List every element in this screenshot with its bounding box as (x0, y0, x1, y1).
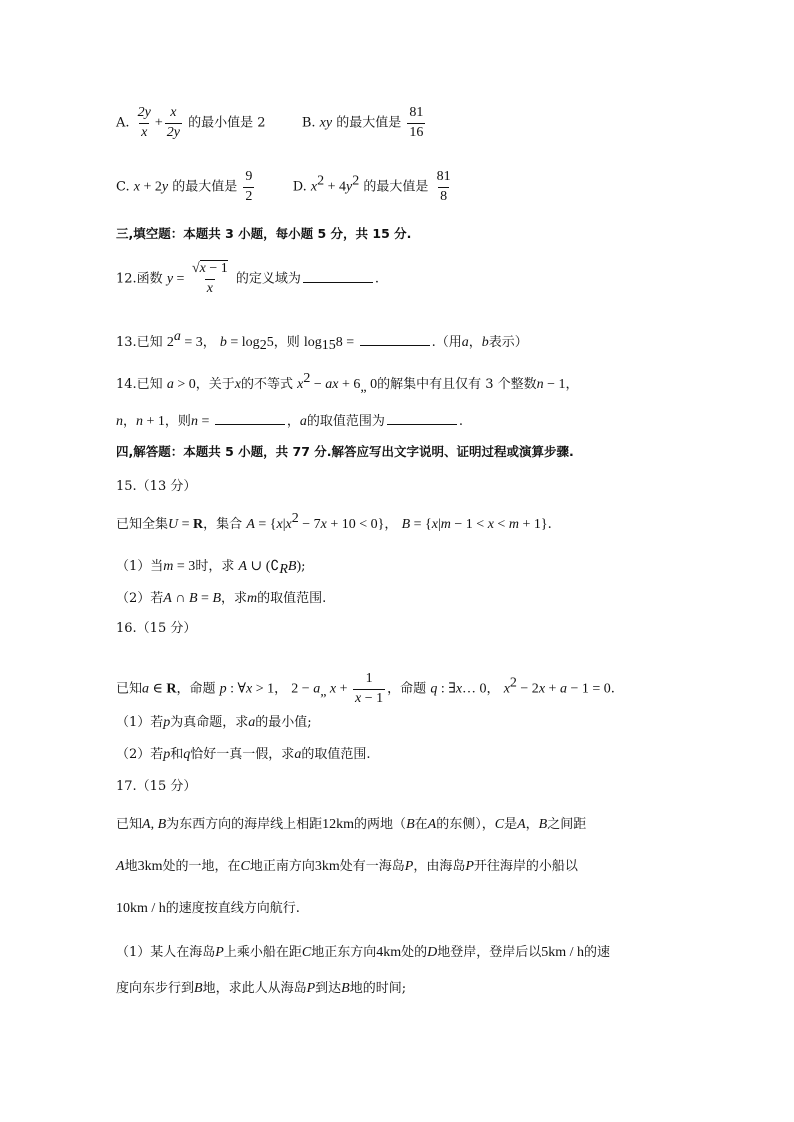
question-15-part-1: （1）当m = 3时，求 A ∪ $(∁_RB)$; (116, 559, 306, 577)
question-12: 12.函数 y = $\frac{√x - 1}{x}$ 的定义域为 . (116, 261, 380, 296)
answer-blank-14a[interactable] (215, 412, 285, 425)
answer-blank-12[interactable] (303, 270, 373, 283)
question-13: 13.已知 $2^a = 3$， $b = \log_25$，则 $\log_{15}8$ = .（用a，b表示） (116, 329, 528, 353)
question-17-part-1: （1）某人在海岛P上乘小船在距C地正东方向4km处的D地登岸，登岸后以5km / h的速 (116, 945, 611, 960)
section-4-heading: 四,解答题：本题共 5 小题，共 77 分.解答应写出文字说明、证明过程或演算步骤. (116, 444, 574, 459)
option-d-text: 的最大值是 (363, 179, 429, 195)
option-a-text: 的最小值是 2 (188, 115, 266, 131)
question-16-part-1: （1）若p为真命题，求a的最小值; (116, 715, 312, 730)
option-a-label: A. (116, 115, 130, 131)
question-17-line-3: 10km / h的速度按直线方向航行. (116, 901, 300, 916)
option-b-label: B. (301, 115, 316, 131)
question-17-line-2: A地3km处的一地，在C地正南方向3km处有一海岛P，由海岛P开往海岸的小船以 (116, 859, 578, 874)
option-d-label: D. (292, 179, 307, 195)
option-cd-row: C. x + 2y 的最大值是 $\frac{9}{2}$ D. $x^2 + 4y^2$ 的最大值是 $\frac{81}{8}$ (116, 169, 451, 204)
question-15-title: 15.（13 分） (116, 479, 197, 494)
question-16-statement: 已知a ∈ R，命题 p : ∀x > 1， $2 - a_„$ x + $\frac{1}{x - 1}$ ，命题 q : ∃x… 0， $x^2 - 2x + a - 1 = 0$. (116, 671, 615, 706)
option-b-text: 的最大值是 (336, 115, 402, 131)
option-c-text: 的最大值是 (172, 179, 238, 195)
question-15-part-2: （2）若A ∩ B = B，求m的取值范围. (116, 591, 327, 606)
question-17-title: 17.（15 分） (116, 779, 197, 794)
section-3-heading: 三,填空题：本题共 3 小题，每小题 5 分，共 15 分. (116, 226, 412, 241)
question-16-part-2: （2）若p和q恰好一真一假，求a的取值范围. (116, 747, 371, 762)
question-17-part-1-cont: 度向东步行到B地，求此人从海岛P到达B地的时间; (116, 981, 407, 996)
option-c-label: C. (116, 179, 130, 195)
question-14: 14.已知 a > 0，关于x的不等式 $x^2$ − ax + $6_„$ 0的解集中有且仅有 3 个整数n − 1， (116, 371, 579, 395)
question-14-line-2: n，n + 1，则n = ，a的取值范围为 . (116, 414, 464, 429)
answer-blank-13[interactable] (360, 333, 430, 346)
question-16-title: 16.（15 分） (116, 621, 197, 636)
option-ab-row: A. $\frac{2y}{x}$ + $\frac{x}{2y}$ 的最小值是 2 B. xy 的最大值是 $\frac{81}{16}$ (116, 105, 424, 140)
question-15-statement: 已知全集U = R，集合 $A = \{x|x^2 - 7x + 10 < 0\}$， B = {x|m − 1 < x < m + 1}. (116, 511, 552, 532)
question-17-line-1: 已知A, B为东西方向的海岸线上相距12km的两地（B在A的东侧），C是A，B之间距 (116, 817, 587, 832)
answer-blank-14b[interactable] (387, 412, 457, 425)
